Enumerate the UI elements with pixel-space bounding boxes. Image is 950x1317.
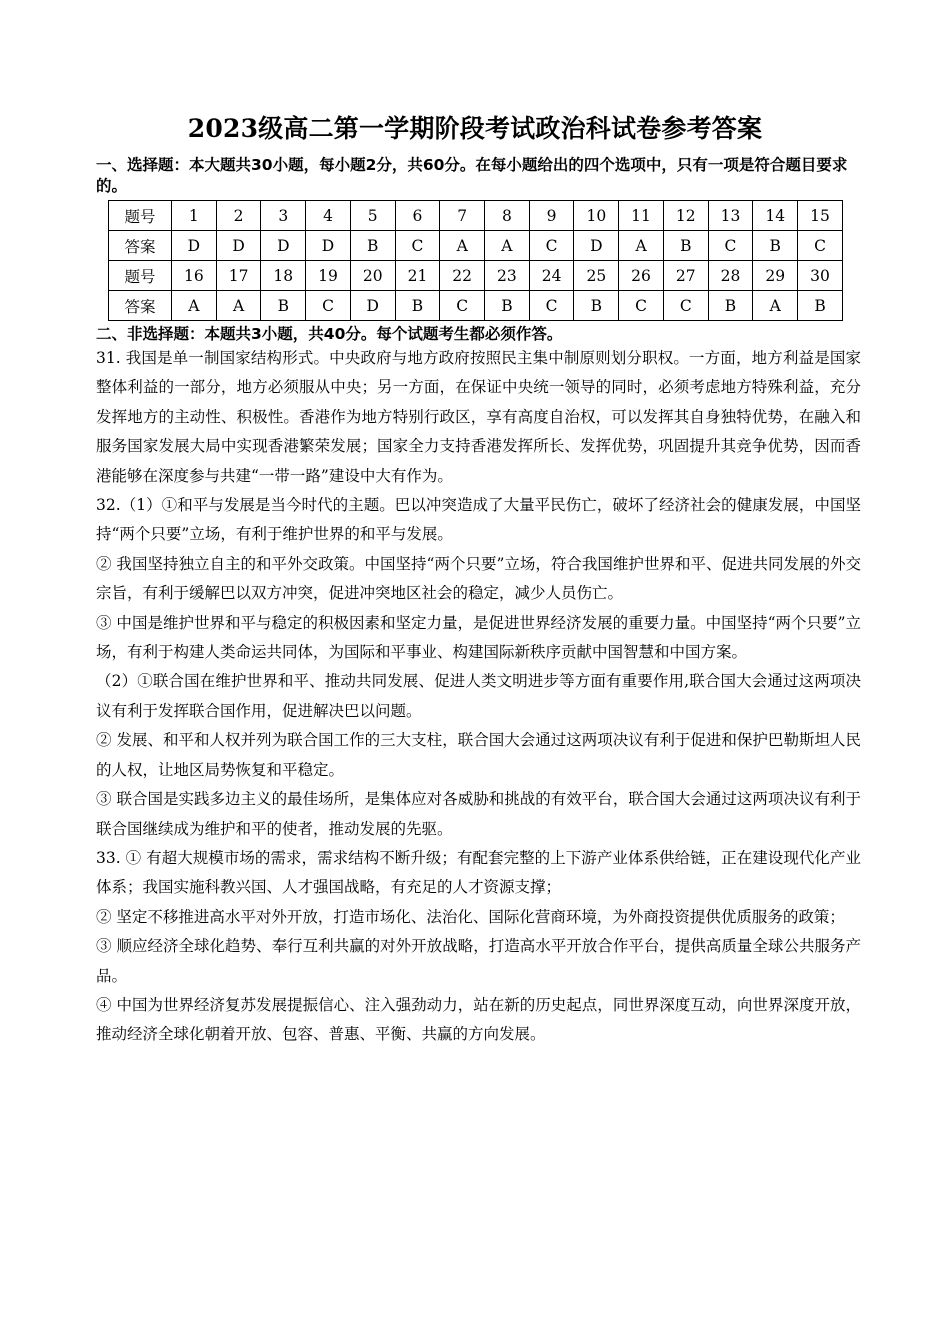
table-cell: C — [708, 231, 753, 261]
table-cell: A — [619, 231, 664, 261]
table-cell: A — [172, 291, 217, 321]
table-cell: 18 — [261, 261, 306, 291]
table-cell: A — [216, 291, 261, 321]
table-cell: D — [306, 231, 351, 261]
answer-q32-part1-point3: ③ 中国是维护世界和平与稳定的积极因素和坚定力量，是促进世界经济发展的重要力量。中国坚持“两个只要”立场，有利于构建人类命运共同体，为国际和平事业、构建国际新秩序贡献中国智慧和中国方案。 — [96, 613, 861, 662]
table-cell: 12 — [663, 201, 708, 231]
answer-q33-point2: ② 坚定不移推进高水平对外开放，打造市场化、法治化、国际化营商环境，为外商投资提供优质服务的政策； — [96, 907, 845, 926]
table-row — [109, 291, 843, 321]
table-row-label: 答案 — [109, 231, 172, 261]
table-row — [109, 201, 843, 231]
table-cell: 13 — [708, 201, 753, 231]
table-cell: 14 — [753, 201, 798, 231]
table-cell: B — [753, 231, 798, 261]
table-cell: B — [708, 291, 753, 321]
answer-q32-part1-point1: 32.（1）①和平与发展是当今时代的主题。巴以冲突造成了大量平民伤亡，破坏了经济社会的健康发展，中国坚持“两个只要”立场，有利于维护世界的和平与发展。 — [96, 496, 861, 544]
table-cell: 22 — [440, 261, 485, 291]
table-row-label: 答案 — [109, 291, 172, 321]
answer-q33-point3: ③ 顺应经济全球化趋势、奉行互利共赢的对外开放战略，打造高水平开放合作平台，提供高质量全球公共服务产品。 — [96, 937, 861, 985]
table-cell: A — [753, 291, 798, 321]
table-cell: 8 — [485, 201, 530, 231]
table-row-label: 题号 — [109, 261, 172, 291]
table-cell: B — [261, 291, 306, 321]
table-cell: B — [574, 291, 619, 321]
table-cell: C — [663, 291, 708, 321]
table-cell: 6 — [395, 201, 440, 231]
table-cell: 23 — [485, 261, 530, 291]
table-cell: A — [485, 231, 530, 261]
table-cell: 30 — [798, 261, 843, 291]
table-cell: B — [395, 291, 440, 321]
table-cell: D — [350, 291, 395, 321]
table-cell: B — [485, 291, 530, 321]
table-cell: 28 — [708, 261, 753, 291]
table-cell: D — [261, 231, 306, 261]
table-cell: 24 — [529, 261, 574, 291]
table-cell: C — [529, 291, 574, 321]
table-cell: 9 — [529, 201, 574, 231]
table-cell: B — [798, 291, 843, 321]
table-cell: C — [798, 231, 843, 261]
table-cell: C — [440, 291, 485, 321]
table-cell: 2 — [216, 201, 261, 231]
table-cell: D — [216, 231, 261, 261]
table-cell: 20 — [350, 261, 395, 291]
answer-q32-part2-point3: ③ 联合国是实践多边主义的最佳场所，是集体应对各威胁和挑战的有效平台，联合国大会通过这两项决议有利于联合国继续成为维护和平的使者，推动发展的先驱。 — [96, 790, 861, 838]
table-cell: 26 — [619, 261, 664, 291]
table-cell: 27 — [663, 261, 708, 291]
answer-body — [96, 344, 861, 1050]
section-heading-multiple-choice: 一、选择题：本大题共30小题，每小题2分，共60分。在每小题给出的四个选项中，只有一项是符合题目要求的。 — [96, 156, 848, 195]
table-cell: 25 — [574, 261, 619, 291]
answer-q32-part2-point1: （2）①联合国在维护世界和平、推动共同发展、促进人类文明进步等方面有重要作用,联合国大会通过这两项决议有利于发挥联合国作用，促进解决巴以问题。 — [96, 672, 861, 720]
table-cell: 21 — [395, 261, 440, 291]
table-cell: 11 — [619, 201, 664, 231]
table-cell: 5 — [350, 201, 395, 231]
table-cell: 17 — [216, 261, 261, 291]
answer-table-body — [109, 201, 843, 321]
table-cell: 3 — [261, 201, 306, 231]
table-cell: 16 — [172, 261, 217, 291]
table-cell: C — [395, 231, 440, 261]
table-cell: D — [172, 231, 217, 261]
table-cell: C — [619, 291, 664, 321]
section-heading-free-response: 二、非选择题：本题共3小题，共40分。每个试题考生都必须作答。 — [96, 325, 563, 343]
table-cell: C — [306, 291, 351, 321]
table-row-label: 题号 — [109, 201, 172, 231]
table-row — [109, 231, 843, 261]
answer-q32-part1-point2: ② 我国坚持独立自主的和平外交政策。中国坚持“两个只要”立场，符合我国维护世界和平、促进共同发展的外交宗旨，有利于缓解巴以双方冲突，促进冲突地区社会的稳定，减少人员伤亡。 — [96, 554, 861, 603]
table-cell: 1 — [172, 201, 217, 231]
answer-q32-part2-point2: ② 发展、和平和人权并列为联合国工作的三大支柱，联合国大会通过这两项决议有利于促进和保护巴勒斯坦人民的人权，让地区局势恢复和平稳定。 — [96, 731, 861, 779]
answer-q33-point1: 33. ① 有超大规模市场的需求，需求结构不断升级；有配套完整的上下游产业体系供给链，正在建设现代化产业体系；我国实施科教兴国、人才强国战略，有充足的人才资源支撑； — [96, 848, 861, 897]
answer-q31: 31. 我国是单一制国家结构形式。中央政府与地方政府按照民主集中制原则划分职权。一方面，地方利益是国家整体利益的一部分，地方必须服从中央；另一方面，在保证中央统一领导的同时，必须考虑地方特殊利益，充分发挥地方的主动性、积极性。香港作为地方特别行政区，享有高度自治权，可以发挥其自身独特优势，在融入和服务国家发展大局中实现香港繁荣发展；国家全力支持香港发挥所长、发挥优势，巩固提升其竞争优势，因而香港能够在深度参与共建“一带一路”建设中大有作为。 — [96, 349, 861, 485]
table-cell: 29 — [753, 261, 798, 291]
table-cell: 4 — [306, 201, 351, 231]
table-cell: 7 — [440, 201, 485, 231]
table-cell: B — [350, 231, 395, 261]
table-row — [109, 261, 843, 291]
answer-table — [108, 200, 843, 321]
table-cell: 15 — [798, 201, 843, 231]
table-cell: B — [663, 231, 708, 261]
table-cell: 19 — [306, 261, 351, 291]
table-cell: D — [574, 231, 619, 261]
page-title: 2023级高二第一学期阶段考试政治科试卷参考答案 — [187, 114, 763, 143]
table-cell: A — [440, 231, 485, 261]
table-cell: 10 — [574, 201, 619, 231]
table-cell: C — [529, 231, 574, 261]
answer-q33-point4: ④ 中国为世界经济复苏发展提振信心、注入强劲动力，站在新的历史起点，同世界深度互动，向世界深度开放，推动经济全球化朝着开放、包容、普惠、平衡、共赢的方向发展。 — [96, 995, 861, 1044]
